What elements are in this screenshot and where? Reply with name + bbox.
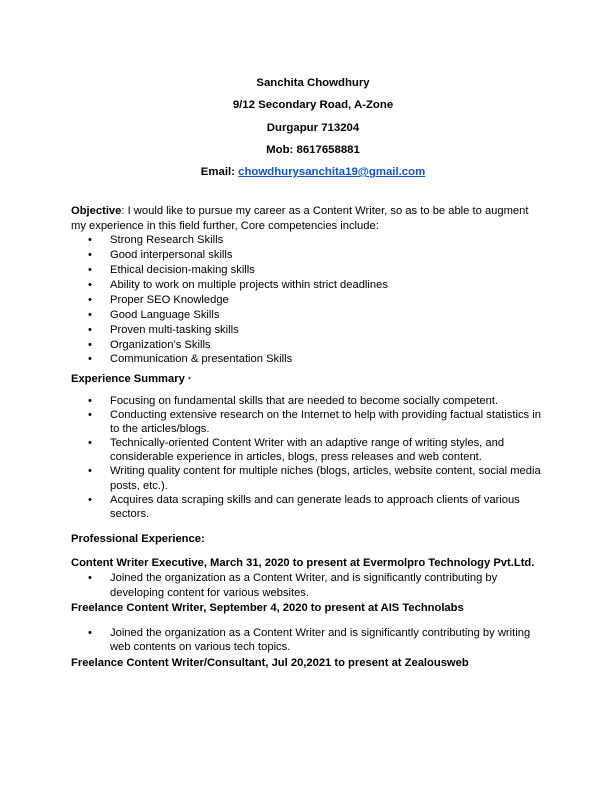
job-title: Content Writer Executive, March 31, 2020 to present at Evermolpro Technology Pvt.Ltd. <box>71 557 535 570</box>
list-item: • Acquires data scraping skills and can generate leads to approach clients of various sectors. <box>88 493 520 520</box>
bullet-icon: • <box>88 323 92 336</box>
bullet-icon: • <box>88 234 92 247</box>
list-item: • Ethical decision-making skills <box>88 264 255 276</box>
list-item: • Ability to work on multiple projects within strict deadlines <box>88 278 388 291</box>
job-title: Freelance Content Writer, September 4, 2020 to present at AIS Technolabs <box>71 601 464 614</box>
bullet-icon: • <box>88 493 92 506</box>
email-label: Email: <box>200 166 235 179</box>
objective-paragraph <box>71 204 541 233</box>
bullet-icon: • <box>88 626 92 639</box>
resume-header <box>0 72 612 183</box>
professional-experience-heading: Professional Experience: <box>71 532 205 545</box>
list-item: • Joined the organization as a Content Writer and is significantly contributing by writing web contents on various tech topics. <box>88 626 531 654</box>
bullet-icon: • <box>88 278 92 291</box>
list-item: • Proven multi-tasking skills <box>88 323 239 336</box>
bullet-icon: • <box>88 249 92 262</box>
list-item: • Writing quality content for multiple niches (blogs, articles, website content, social media posts, etc.). <box>88 465 541 492</box>
bullet-icon: • <box>88 338 92 351</box>
bullet-icon: • <box>88 353 92 366</box>
address-line-1: 9/12 Secondary Road, A-Zone <box>232 99 394 112</box>
candidate-name: Sanchita Chowdhury <box>256 77 370 89</box>
job-title: Freelance Content Writer/Consultant, Jul 20,2021 to present at Zealousweb <box>71 656 469 669</box>
bullet-icon: • <box>88 572 92 585</box>
bullet-icon: • <box>88 264 92 276</box>
list-item: • Communication & presentation Skills <box>88 353 293 366</box>
list-item: • Good interpersonal skills <box>88 249 233 262</box>
experience-summary-heading: Experience Summary · <box>71 373 192 386</box>
list-item: • Proper SEO Knowledge <box>88 293 229 306</box>
list-item: • Strong Research Skills <box>88 234 224 247</box>
objective-label: Objective <box>71 205 122 217</box>
list-item: • Conducting extensive research on the Internet to help with providing factual statistics in to the articles/blogs. <box>88 409 541 436</box>
bullet-icon: • <box>88 394 92 407</box>
bullet-icon: • <box>88 437 92 450</box>
bullet-icon: • <box>88 308 92 321</box>
bullet-icon: • <box>88 293 92 306</box>
skills-list <box>71 233 541 367</box>
list-item: • Joined the organization as a Content Writer, and is significantly contributing by developing content for various websites. <box>88 572 498 599</box>
resume-body <box>71 204 541 671</box>
email-line <box>0 161 612 183</box>
job-points-list <box>71 571 541 600</box>
job-points-list <box>71 626 541 655</box>
list-item: • Organization’s Skills <box>88 338 211 351</box>
address-line-2: Durgapur 713204 <box>266 121 360 134</box>
mobile-number: Mob: 8617658881 <box>266 143 360 156</box>
bullet-icon: • <box>88 409 92 422</box>
bullet-icon: • <box>88 465 92 478</box>
experience-summary-list <box>71 394 541 521</box>
list-item: • Good Language Skills <box>88 308 220 321</box>
email-link[interactable]: chowdhurysanchita19@gmail.com <box>238 166 426 179</box>
list-item: • Technically-oriented Content Writer with an adaptive range of writing styles, and considerable experience in articles, blogs, press releases and web content. <box>88 437 505 464</box>
list-item: • Focusing on fundamental skills that are needed to become socially competent. <box>88 394 499 407</box>
objective-text: : I would like to pursue my career as a Content Writer, so as to be able to augment my experience in this field further, Core competencies include: <box>71 205 529 232</box>
